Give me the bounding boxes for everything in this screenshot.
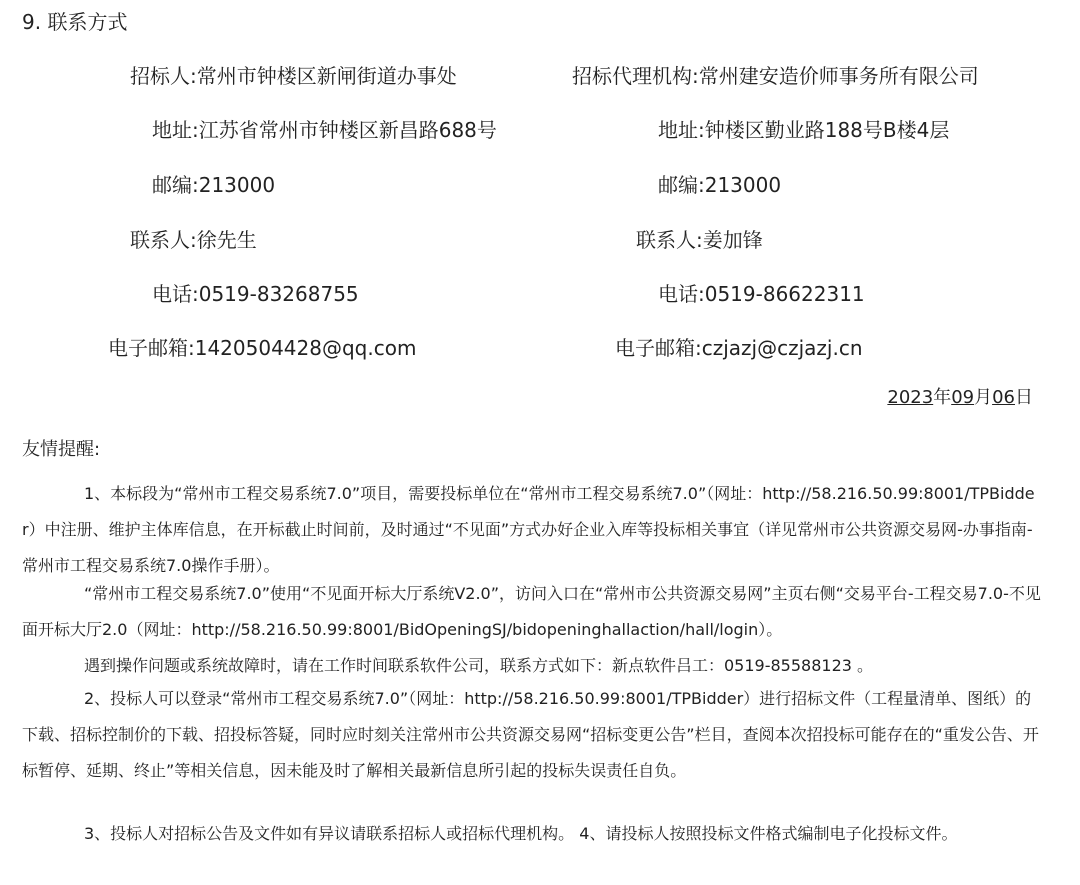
date-month: 09 (951, 387, 975, 408)
tenderer-postcode: 邮编:213000 (152, 173, 276, 197)
agency-phone: 电话:0519-86622311 (658, 282, 865, 306)
tenderer-contact: 联系人:徐先生 (130, 228, 257, 252)
notice-paragraph: 3、投标人对招标公告及文件如有异议请联系招标人或招标代理机构。 4、请投标人按照投标文件格式编制电子化投标文件。 (84, 824, 958, 843)
section-title: 9. 联系方式 (22, 10, 128, 34)
date-day: 06 (992, 387, 1015, 408)
notice-paragraph: “常州市工程交易系统7.0”使用“不见面开标大厅系统V2.0”，访问入口在“常州市公共资源交易网”主页右侧“交易平台-工程交易7.0-不见面开标大厅2.0（网址：http://58.216.50.99:8001/BidOpeningSJ/bidopeninghallaction/hall/login）。 (22, 584, 1041, 639)
agency-email: 电子邮箱:czjazj@czjazj.cn (615, 336, 863, 360)
tenderer-name: 招标人:常州市钟楼区新闸街道办事处 (130, 64, 457, 88)
tenderer-phone: 电话:0519-83268755 (152, 282, 359, 306)
notice-paragraph: 遇到操作问题或系统故障时，请在工作时间联系软件公司，联系方式如下：新点软件吕工：0519-85588123 。 (84, 656, 874, 675)
date-year: 2023 (887, 387, 934, 408)
agency-postcode: 邮编:213000 (658, 173, 782, 197)
agency-name: 招标代理机构:常州建安造价师事务所有限公司 (572, 64, 979, 88)
date-month-unit: 月 (974, 387, 993, 408)
agency-contact: 联系人:姜加锋 (636, 228, 763, 252)
tenderer-email: 电子邮箱:1420504428@qq.com (108, 336, 417, 360)
notice-date (887, 383, 1033, 409)
tenderer-address: 地址:江苏省常州市钟楼区新昌路688号 (152, 118, 497, 142)
notice-paragraph: 1、本标段为“常州市工程交易系统7.0”项目，需要投标单位在“常州市工程交易系统7.0”（网址：http://58.216.50.99:8001/TPBidder）中注册、维护主体库信息，在开标截止时间前，及时通过“不见面”方式办好企业入库等投标相关事宜（详见常州市公共资源交易网-办事指南-常州市工程交易系统7.0操作手册）。 (22, 484, 1035, 575)
notice-title: 友情提醒: (22, 439, 101, 460)
date-day-unit: 日 (1015, 387, 1033, 408)
date-year-unit: 年 (933, 387, 952, 408)
notice-paragraph: 2、投标人可以登录“常州市工程交易系统7.0”（网址：http://58.216.50.99:8001/TPBidder）进行招标文件（工程量清单、图纸）的下载、招标控制价的下载、招投标答疑，同时应时刻关注常州市公共资源交易网“招标变更公告”栏目，查阅本次招投标可能存在的“重发公告、开标暂停、延期、终止”等相关信息，因未能及时了解相关最新信息所引起的投标失误责任自负。 (22, 689, 1039, 780)
agency-address: 地址:钟楼区勤业路188号B楼4层 (658, 118, 950, 142)
